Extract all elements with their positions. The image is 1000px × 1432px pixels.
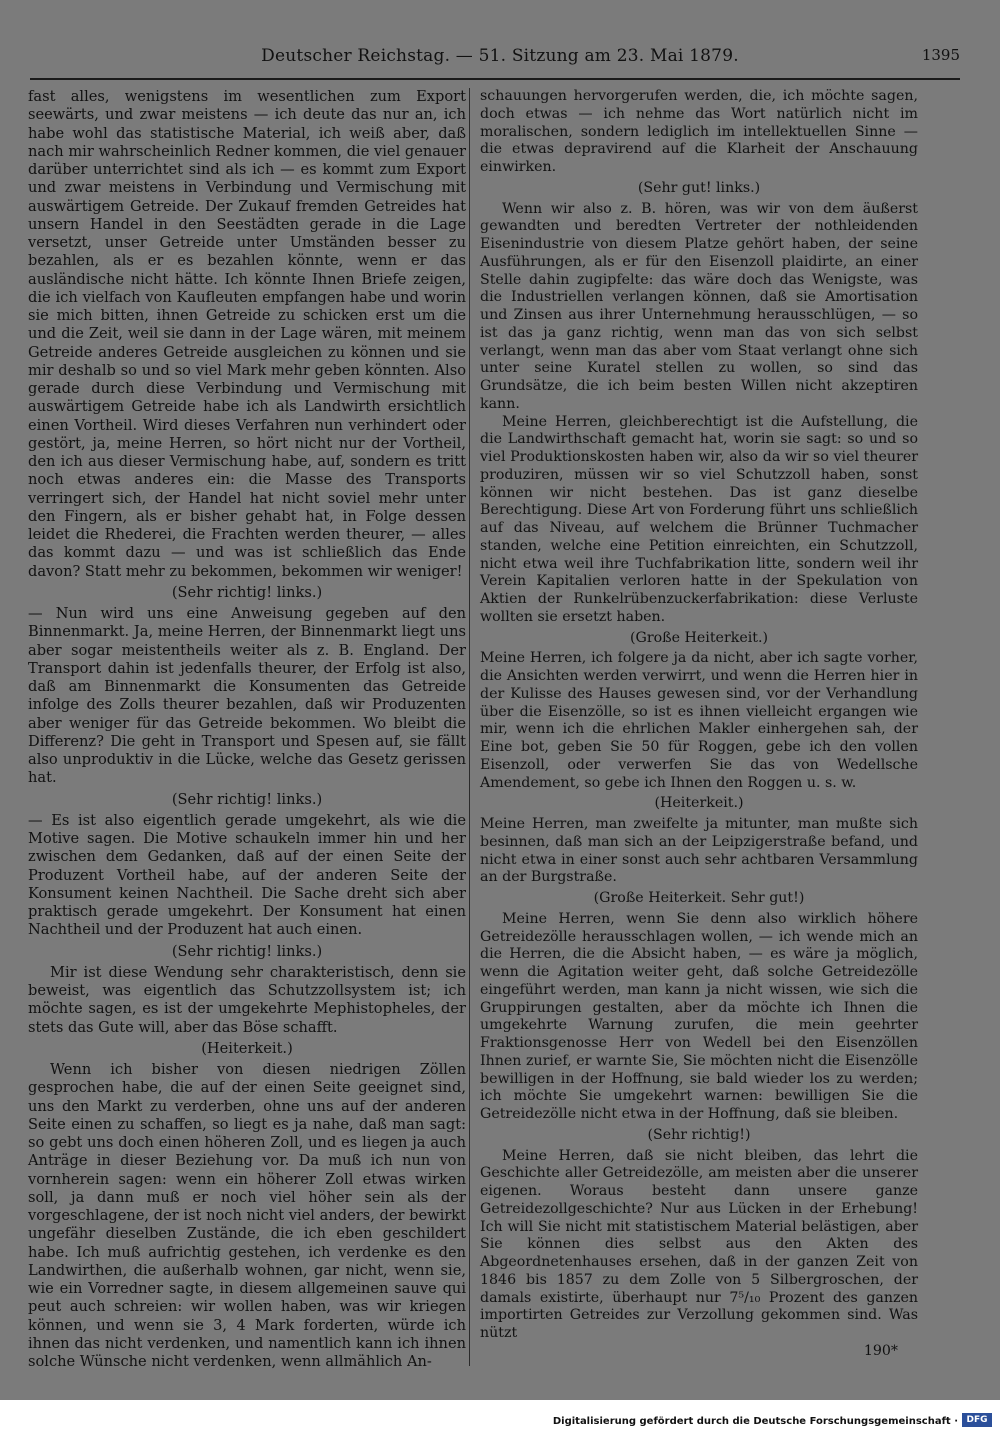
page-number: 1395 <box>921 46 960 64</box>
paragraph: Mir ist diese Wendung sehr charakteristisch, denn sie beweist, was eigentlich das Schutzzollsystem ist; ich möchte sagen, es ist der umgekehrte Mephistopheles, der stets das Gute will, aber das Böse schafft. <box>28 963 466 1036</box>
interjection: (Große Heiterkeit.) <box>629 629 769 646</box>
paragraph: Meine Herren, ich folgere ja da nicht, aber ich sagte vorher, die Ansichten werden verwirrt, und wenn die Herren hier in der Kulisse des Hauses gewesen sind, vor der Verhandlung über die Eisenzölle, so ist es ihnen vielleicht ergangen wie mir, wenn ich die ehrlichen Makler einhergehen sah, der Eine bot, geben Sie 50 für Roggen, gebe ich den vollen Eisenzoll, oder verwerfen Sie das von Wedellsche Amendement, so gebe ich Ihnen den Roggen u. s. w. <box>480 650 918 791</box>
funding-note: Digitalisierung gefördert durch die Deutsche Forschungsgemeinschaft · <box>552 1416 958 1427</box>
interjection: (Sehr richtig! links.) <box>171 942 323 960</box>
paragraph: Meine Herren, gleichberechtigt ist die Aufstellung, die die Landwirthschaft gemacht hat, worin sie sagt: so und so viel Produktionskosten haben wir, also da wir so viel theurer produziren, müssen wir so viel Schutzzoll haben, sonst können wir nicht bestehen. Das ist ganz dieselbe Berechtigung. Diese Art von Forderung führt uns schließlich auf das Niveau, auf welchem die Brünner Tuchmacher standen, welche eine Petition einreichten, ein Schutzzoll, nicht etwa weil ihre Tuchfabrikation litte, sondern weil ihr Verein Kapitalien verloren hatte in der Spekulation von Aktien der Runkelrübenzuckerfabrikation: diese Verluste wollten sie ersetzt haben. <box>480 413 918 625</box>
paragraph: Meine Herren, wenn Sie denn also wirklich höhere Getreidezölle herausschlagen wollen, — ich wende mich an die Herren, die die Absicht haben, — es wäre ja möglich, wenn die Agitation weiter geht, daß solche Getreidezölle eingeführt werden, man kann ja nicht wissen, wie sich die Gruppirungen gestalten, aber da möchte ich Ihnen die umgekehrte Warnung zurufen, die mein geehrter Fraktionsgenosse Herr von Wedell bei den Eisenzöllen Ihnen zurief, er warnte Sie, Sie möchten nicht die Eisenzölle bewilligen in der Hoffnung, sie bald wieder los zu werden; ich möchte Sie umgekehrt warnen: bewilligen Sie die Getreidezölle nicht etwa in der Hoffnung, daß sie bleiben. <box>480 910 918 1122</box>
interjection: (Sehr richtig!) <box>647 1126 751 1143</box>
paragraph: — Nun wird uns eine Anweisung gegeben auf den Binnenmarkt. Ja, meine Herren, der Binnenmarkt liegt uns aber sogar meistentheils weiter als z. B. England. Der Transport dahin ist jedenfalls theurer, der Erfolg ist also, daß am Binnenmarkt die Konsumenten das Getreide infolge des Zolls theurer bezahlen, daß wir Produzenten aber weniger für das Getreide bekommen. Wo bleibt die Differenz? Die geht in Transport und Spesen auf, sie fällt also unproduktiv in die Lücke, welche das Gesetz gerissen hat. <box>28 605 466 787</box>
page-header <box>30 40 970 70</box>
paragraph: Meine Herren, man zweifelte ja mitunter, man mußte sich besinnen, daß man sich an der Leipzigerstraße befand, und nicht etwa in einer sonst auch sehr achtbaren Versammlung an der Burgstraße. <box>480 816 918 886</box>
right-column <box>480 88 918 1378</box>
header-rule <box>30 78 960 80</box>
dfg-logo: DFG <box>962 1413 992 1427</box>
interjection: (Heiterkeit.) <box>654 795 744 812</box>
column-divider <box>469 88 470 1366</box>
interjection: (Große Heiterkeit. Sehr gut!) <box>593 890 805 906</box>
paragraph: Wenn wir also z. B. hören, was wir von dem äußerst gewandten und beredten Vertreter der nothleidenden Eisenindustrie von diesem Platze gehört haben, der seine Ausführungen, als er für den Eisenzoll plaidirte, an einer Stelle dahin zugipfelte: das wäre doch das Wenigste, was die Industriellen verlangen können, daß sie Amortisation und Zinsen aus ihrer Unternehmung herausschlügen, — so ist das ja ganz richtig, wenn man das von sich selbst verlangt, wenn man das aber vom Staat verlangt ohne sich unter seine Kuratel stellen zu wollen, so sind das Grundsätze, die ich beim besten Willen nicht akzeptiren kann. <box>480 200 918 412</box>
paragraph: fast alles, wenigstens im wesentlichen zum Export seewärts, und zwar meistens — ich deute das nur an, ich habe wohl das statistische Material, ich weiß aber, daß nach mir wahrscheinlich Redner kommen, die viel genauer darüber unterrichtet sind als ich — es kommt zum Export und zwar meistens in Verbindung und Vermischung mit auswärtigem Getreide. Der Zukauf fremden Getreides hat unsern Handel in den Seestädten gerade in die Lage versetzt, unser Getreide unter Umständen besser zu bezahlen, als er es bezahlen könnte, wenn er das ausländische nicht hätte. Ich könnte Ihnen Briefe zeigen, die ich vielfach von Kaufleuten empfangen habe und worin sie mich bitten, ihnen Getreide zu schicken erst um die und die Zeit, weil sie dann in der Lage wären, mit meinem Getreide anderes Getreide ausgleichen zu können und sie mir deshalb so und so viel Mark mehr geben könnten. Also gerade durch diese Verbindung und Vermischung mit auswärtigem Getreide habe ich als Landwirth ersichtlich einen Vortheil. Wird dieses Verfahren nun verhindert oder gestört, ja, meine Herren, so hört nicht nur der Vortheil, den ich aus dieser Vermischung habe, auf, sondern es tritt noch etwas anderes ein: die Masse des Transports verringert sich, der Handel hat nicht soviel mehr unter den Fingern, als er bisher gehabt hat, in Folge dessen leidet die Rhederei, die Frachten werden theurer, — alles das kommt dazu — und was ist schließlich das Ende davon? Statt mehr zu bekommen, bekommen wir weniger! <box>28 88 466 580</box>
paragraph: Wenn ich bisher von diesen niedrigen Zöllen gesprochen habe, die auf der einen Seite geeignet sind, uns den Markt zu verderben, ohne uns auf der anderen Seite einen zu schaffen, so liegt es ja nahe, daß man sagt: so gebt uns doch einen höheren Zoll, und es liegen ja auch Anträge in dieser Beziehung vor. Da muß ich nun von vornherein sagen: wenn ein höherer Zoll etwas wirken soll, ja dann muß er noch viel höher sein als der vorgeschlagene, der ist noch nicht viel anders, der bewirkt ungefähr dieselben Zustände, die ich eben geschildert habe. Ich muß aufrichtig gestehen, ich verdenke es den Landwirthen, die außerhalb wohnen, gar nicht, wenn sie, wie ein Vorredner sagte, in diesem allgemeinen sauve qui peut auch schreien: wir wollen haben, was wir kriegen können, und wenn sie 3, 4 Mark forderten, würde ich ihnen das nicht verdenken, und namentlich kann ich ihnen solche Wünsche nicht verdenken, wenn allmählich An- <box>28 1061 466 1370</box>
left-column <box>28 88 466 1378</box>
interjection: (Sehr richtig! links.) <box>171 583 323 601</box>
paragraph: schauungen hervorgerufen werden, die, ich möchte sagen, doch etwas — ich nehme das Wort natürlich nicht im moralischen, sondern lediglich im intellektuellen Sinne — die etwas depravirend auf die Klarheit der Anschauung einwirken. <box>480 88 918 175</box>
signature-mark: 190* <box>863 1342 898 1359</box>
interjection: (Heiterkeit.) <box>201 1039 293 1057</box>
paragraph: — Es ist also eigentlich gerade umgekehrt, als wie die Motive sagen. Die Motive schaukeln immer hin und her zwischen dem Gedanken, daß auf der einen Seite der Produzent Vortheil habe, auf der anderen Seite der Konsument keinen Nachtheil. Die Sache dreht sich aber praktisch gerade umgekehrt. Der Konsument hat einen Nachtheil und der Produzent hat auch einen. <box>28 811 466 939</box>
interjection: (Sehr gut! links.) <box>637 179 761 196</box>
paragraph: Meine Herren, daß sie nicht bleiben, das lehrt die Geschichte aller Getreidezölle, am meisten aber die unserer eigenen. Woraus besteht dann unsere ganze Getreidezollgeschichte? Nur aus Lücken in der Erhebung! Ich will Sie nicht mit statistischem Material belästigen, aber Sie können dies selbst aus den Akten des Abgeordnetenhauses ersehen, daß in der ganzen Zeit von 1846 bis 1857 zu dem Zolle von 5 Silbergroschen, der damals existirte, überhaupt nur 7⁵/₁₀ Prozent des ganzen importirten Getreides zur Verzollung gekommen sind. Was nützt <box>480 1147 918 1341</box>
interjection: (Sehr richtig! links.) <box>171 790 323 808</box>
footer-bar <box>0 1400 1000 1432</box>
running-title: Deutscher Reichstag. — 51. Sitzung am 23. Mai 1879. <box>261 46 739 66</box>
